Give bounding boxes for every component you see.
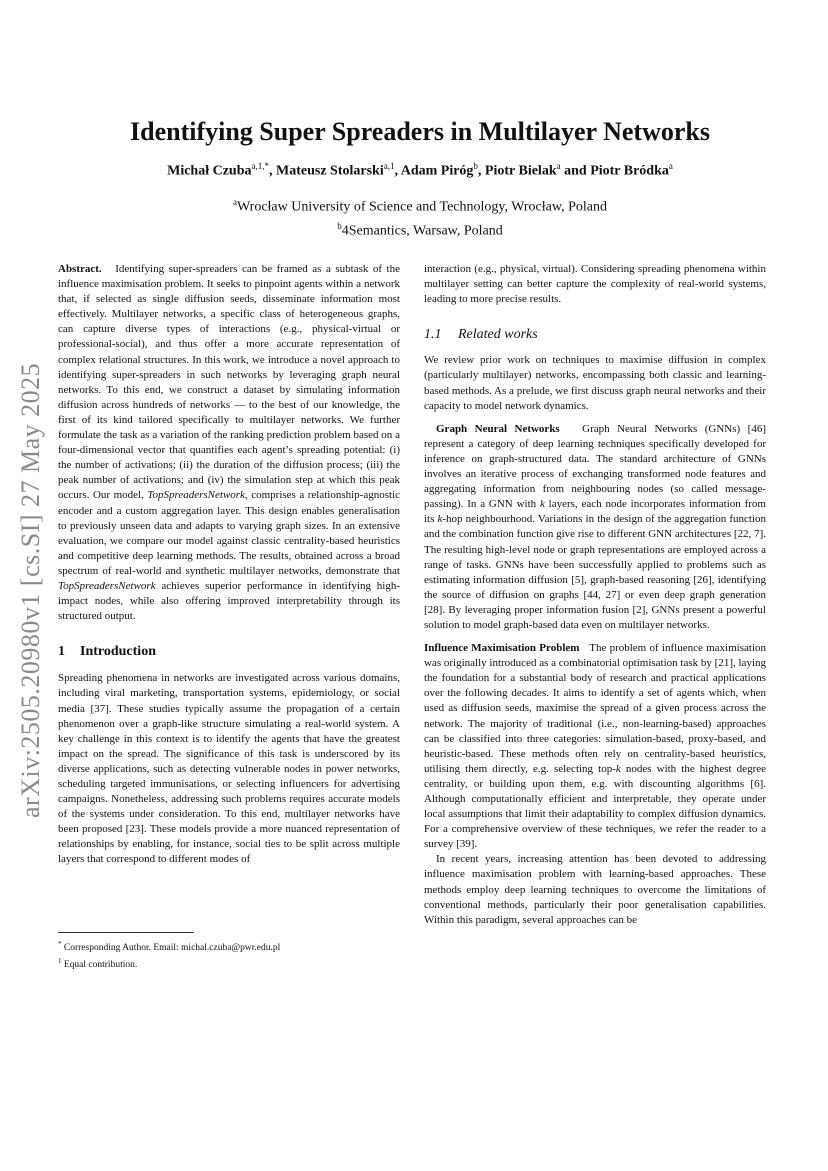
footnote-mark: * [58,940,62,948]
paragraph-text: nodes with the highest degree centrality, or building upon them, e.g. with discounting algorithms [6]. Although computationally efficient and interpretable, they operate under local assumptions that limit their adaptability to complex diffusion dynamics. For a comprehensive overview of these techniques, we refer the reader to a survey [39]. [424,762,766,851]
subsection-heading-related-works [424,327,766,342]
footnote-rule [58,932,194,933]
abstract-text: , comprises a relationship-agnostic encoder and a custom aggregation layer. This design enables generalisation to previously unseen data and adapts to varying graph sizes. In an extensive evaluation, we compare our model against classic centrality-based heuristics and competitive deep learning methods. The results, obtained across a broad spectrum of real-world and synthetic multilayer networks, demonstrate that [58,489,400,577]
body-paragraph: In recent years, increasing attention has been devoted to addressing influence maximisation problem with learning-based approaches. These methods employ deep learning techniques to overcome the limitations of conventional methods, particularly their poor generalisation capabilities. Within this paradigm, several approaches can be [424,853,766,926]
affiliation-mark: a [233,197,238,207]
section-heading-introduction [58,644,400,659]
paragraph-text: Graph Neural Networks (GNNs) [46] represent a category of deep learning techniques specifically developed for inference on graph-structured data. The standard architecture of GNNs involves an iterative process of exchanging transformed node features and aggregating information from neighbouring nodes (so called message-passing). In a GNN with [424,422,766,511]
author-name: Piotr Bielak [484,163,557,179]
paragraph-heading: Graph Neural Networks [436,422,560,435]
paragraph-heading: Influence Maximisation Problem [424,642,580,655]
affiliation [60,193,780,217]
author-name: Mateusz Stolarski [276,163,384,179]
model-name: TopSpreadersNetwork [147,489,245,502]
author-name: Adam Piróg [400,163,474,179]
footnote-text: Corresponding Author. Email: michal.czuba@pwr.edu.pl [63,943,281,954]
author-affiliation-mark: a,1 [383,161,395,171]
author-separator: , [394,163,401,179]
arxiv-identifier-stamp: arXiv:2505.20980v1 [cs.SI] 27 May 2025 [16,362,45,818]
footnote [58,938,400,955]
model-name: TopSpreadersNetwork [58,579,156,592]
affiliation-text: Wrocław University of Science and Technology, Wrocław, Poland [237,199,607,215]
footnote-text: Equal contribution. [63,960,138,971]
author-name: Michał Czuba [167,163,252,179]
math-variable: k [539,498,545,511]
author-separator: , [477,163,485,179]
section-number: 1 [58,644,65,660]
author-affiliation-mark: b [473,161,478,171]
abstract-text: achieves superior performance in identifying high-impact nodes, while also offering improved interpretability through its structured output. [58,579,400,623]
body-paragraph: We review prior work on techniques to maximise diffusion in complex (particularly multilayer) networks, encompassing both classic and learning-based methods. As a prelude, we first discuss graph neural networks and their capacity to model network dynamics. [424,354,766,412]
abstract-label: Abstract. [58,263,102,275]
body-paragraph: Spreading phenomena in networks are investigated across various domains, including viral marketing, transportation systems, epidemiology, or social media [37]. These studies typically assume the propagation of a certain phenomenon over a graph-like structure simulating a real-world system. A key challenge in this context is to identify the agents that have the greatest impact on the spread. The significance of this task is underscored by its diverse applications, such as detecting vulnerable nodes in power networks, scheduling targeted immunisations, or selecting influencers for advertising campaigns. Nonetheless, addressing such problems requires accurate models of the systems under consideration. To this end, multilayer networks have been proposed [23]. These models provide a more nuanced representation of relationships by enabling, for instance, social ties to be split across multiple layers that correspond to different modes of [58,672,400,866]
affiliation-list [60,193,780,240]
section-title: Introduction [80,644,156,660]
paragraph-text: layers, each node incorporates information from its [424,498,766,526]
right-column [424,262,766,928]
footnotes [58,938,400,972]
paper-title: Identifying Super Spreaders in Multilayer Networks [130,117,710,146]
affiliation-text: 4Semantics, Warsaw, Poland [341,223,503,239]
subsection-title: Related works [458,327,538,343]
abstract-text: Identifying super-spreaders can be framed as a subtask of the influence maximisation problem. It seeks to pinpoint agents within a network that, if selected as single diffusion seeds, disseminate information most effectively. Multilayer networks, a specific class of heterogeneous graphs, can capture diverse types of interactions (e.g., physical-virtual or professional-social), and thus offer a more accurate representation of complex relational structures. In this work, we introduce a novel approach to identifying super-spreaders in such networks by leveraging graph neural networks. To this end, we construct a dataset by simulating information diffusion across hundreds of networks — to the best of our knowledge, the first of its kind tailored specifically to multilayer networks. We further formulate the task as a variation of the ranking prediction problem based on a four-dimensional vector that quantifies each agent’s spreading potential: (i) the number of activations; (ii) the duration of the diffusion process; (iii) the peak number of activations; and (iv) the simulation step at which this peak occurs. Our model, [58,263,400,502]
author-separator: , [269,163,276,179]
author-affiliation-mark: a [668,161,673,171]
math-variable: k [615,762,621,775]
footnote-mark: 1 [58,957,62,966]
author-affiliation-mark: a [556,161,561,171]
paragraph-influence-maximisation [424,641,766,852]
abstract [58,262,400,624]
subsection-number: 1.1 [424,327,442,343]
author-name: Piotr Bródka [590,163,669,179]
author-list [60,161,780,180]
math-variable: k [437,513,443,526]
paragraph-text: -hop neighbourhood. Variations in the design of the aggregation function and the combination function give rise to different GNN architectures [22, 7]. The resulting high-level node or graph representations are employed across a range of tasks. GNNs have been successfully applied to problems such as estimating information diffusion [5], graph-based reasoning [26], identifying the source of diffusion on graphs [44, 27] or even deep graph generation [28]. By leveraging proper information fusion [2], GNNs present a powerful solution to model graph-based data even on multilayer networks. [424,513,766,631]
paragraph-text: The problem of influence maximisation was originally introduced as a combinatorial optimisation task by [21], laying the foundation for a substantial body of research and practical applications over the following decades. It aims to identify a set of agents which, when used as diffusion seeds, maximise the spread of a given process across the network. The majority of traditional (i.e., non-learning-based) approaches can be classified into three categories: simulation-based, proxy-based, and heuristic-based. These methods often rely on centrality-based heuristics, utilising them directly, e.g. selecting top- [424,642,766,775]
author-conjunction: and [560,163,591,179]
affiliation-mark: b [337,220,342,231]
author-affiliation-mark: a,1,* [251,161,269,171]
body-paragraph: interaction (e.g., physical, virtual). Considering spreading phenomena within multilayer setting can better capture the complexity of real-world systems, leading to more precise results. [424,263,766,306]
paragraph-gnn [424,422,766,633]
left-column [58,262,400,868]
footnote [58,955,400,972]
affiliation [60,217,780,241]
